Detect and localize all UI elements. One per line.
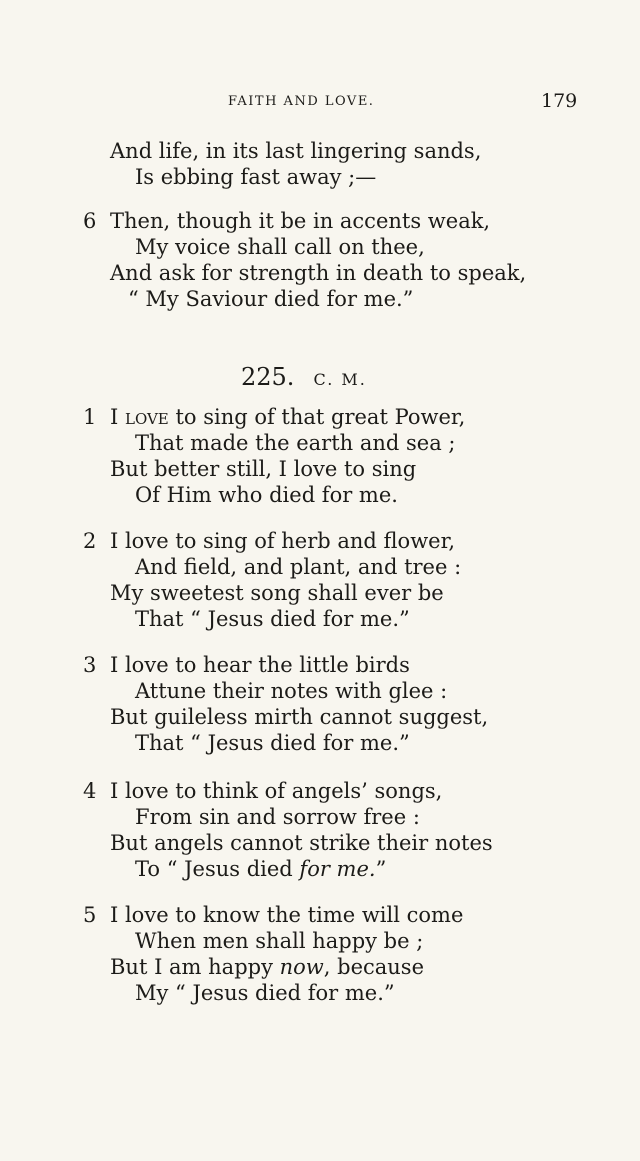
verse-line: From sin and sorrow free :: [135, 805, 420, 829]
verse-line: Attune their notes with glee :: [135, 679, 448, 703]
page-number: 179: [541, 90, 578, 112]
continuation-line: And life, in its last lingering sands,: [110, 139, 482, 163]
verse-line: To “ Jesus died for me.”: [135, 857, 387, 881]
verse-number: 4: [83, 779, 97, 803]
verse-line: “ My Saviour died for me.”: [128, 287, 414, 311]
italic-emphasis: now: [279, 955, 324, 979]
verse-number: 1: [83, 405, 97, 429]
verse-line: I love to think of angels’ songs,: [110, 779, 443, 803]
verse-line: My sweetest song shall ever be: [110, 581, 444, 605]
verse-line: My “ Jesus died for me.”: [135, 981, 395, 1005]
verse-line: I love to know the time will come: [110, 903, 464, 927]
verse-number: 6: [83, 209, 97, 233]
verse-line: I love to hear the little birds: [110, 653, 410, 677]
hymn-meter: C. M.: [313, 370, 367, 389]
italic-emphasis: for me.: [299, 857, 376, 881]
verse-line: That made the earth and sea ;: [135, 431, 456, 455]
verse-line: But I am happy now, because: [110, 955, 425, 979]
continuation-line: Is ebbing fast away ;—: [135, 165, 377, 189]
running-head: [0, 90, 640, 116]
verse-line: Of Him who died for me.: [135, 483, 398, 507]
verse-line: That “ Jesus died for me.”: [135, 607, 410, 631]
verse-line: And field, and plant, and tree :: [135, 555, 462, 579]
verse-line: But guileless mirth cannot suggest,: [110, 705, 489, 729]
verse-line: I love to sing of herb and flower,: [110, 529, 456, 553]
verse-line: But angels cannot strike their notes: [110, 831, 493, 855]
verse-line: When men shall happy be ;: [135, 929, 424, 953]
verse-line: That “ Jesus died for me.”: [135, 731, 410, 755]
verse-line: But better still, I love to sing: [110, 457, 417, 481]
hymn-number: 225.: [241, 363, 295, 391]
verse-number: 2: [83, 529, 97, 553]
verse-line: Then, though it be in accents weak,: [110, 209, 491, 233]
verse-line: I love to sing of that great Power,: [110, 405, 466, 429]
verse-number: 3: [83, 653, 97, 677]
verse-number: 5: [83, 903, 97, 927]
hymn-heading: [241, 363, 367, 391]
verse-line: My voice shall call on thee,: [135, 235, 425, 259]
running-title: FAITH AND LOVE.: [228, 94, 375, 109]
verse-line: And ask for strength in death to speak,: [110, 261, 527, 285]
small-caps-word: love: [124, 405, 169, 429]
